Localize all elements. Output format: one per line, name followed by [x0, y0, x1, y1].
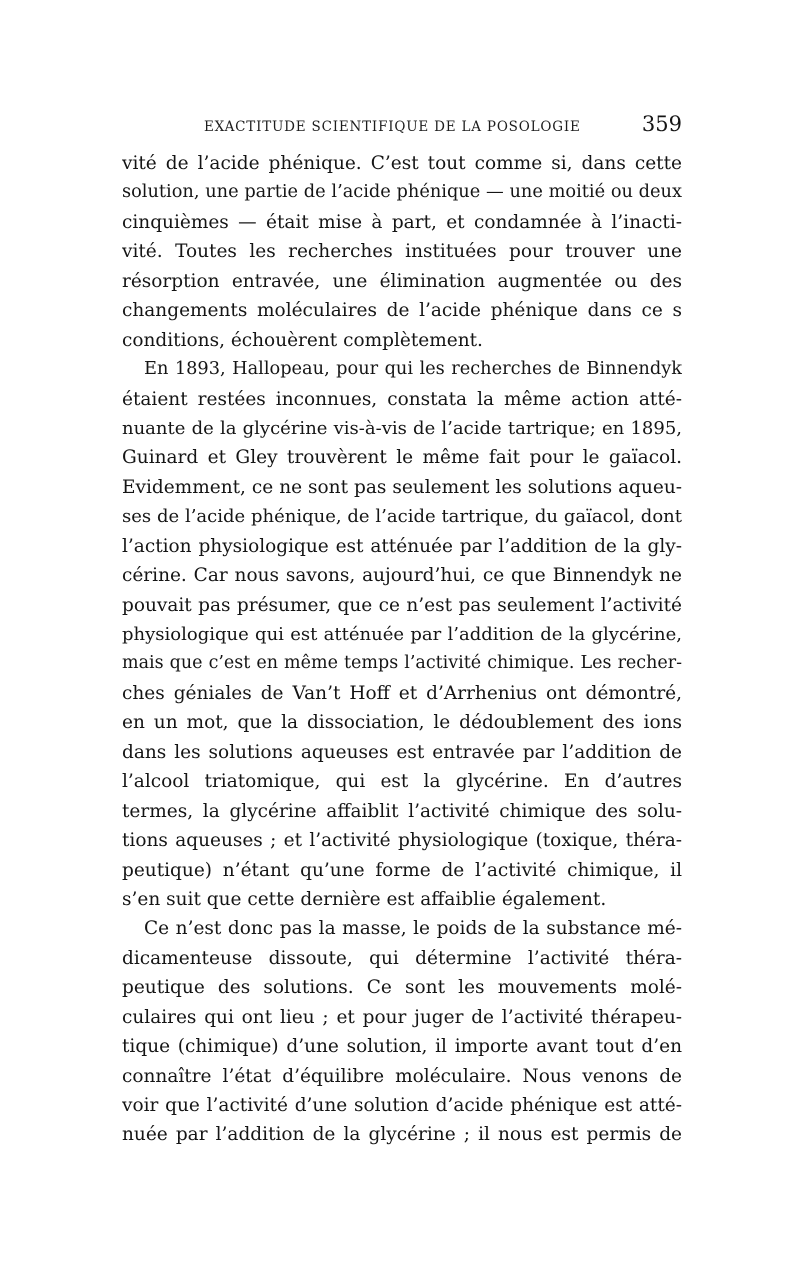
text-line: tions aqueuses ; et l’activité physiologique (toxique, théra- — [122, 830, 682, 852]
text-line: solution, une partie de l’acide phénique — une moitié ou deux — [122, 182, 682, 203]
text-line: pouvait pas présumer, que ce n’est pas seulement l’activité — [122, 594, 682, 616]
text-line: changements moléculaires de l’acide phénique dans ce s — [122, 300, 682, 322]
text-line: ches géniales de Van’t Hoff et d’Arrhenius ont démontré, — [122, 682, 682, 704]
text-line: peutique des solutions. Ce sont les mouvements molé- — [122, 977, 682, 999]
text-line: vité de l’acide phénique. C’est tout comme si, dans cette — [122, 153, 682, 174]
text-line: Evidemment, ce ne sont pas seulement les solutions aqueu- — [122, 476, 682, 498]
text-line: conditions, échouèrent complètement. — [122, 329, 483, 351]
text-line: vité. Toutes les recherches instituées pour trouver une — [122, 241, 682, 263]
text-line: résorption entravée, une élimination augmentée ou des — [122, 270, 682, 292]
text-line: voir que l’activité d’une solution d’acide phénique est atté- — [122, 1095, 682, 1116]
text-line: termes, la glycérine affaiblit l’activité chimique des solu- — [122, 800, 682, 822]
text-line: dans les solutions aqueuses est entravée par l’addition de — [122, 741, 682, 763]
page-number: 359 — [641, 112, 682, 136]
text-line: cinquièmes — était mise à part, et condamnée à l’inacti- — [122, 211, 682, 233]
text-line: mais que c’est en même temps l’activité chimique. Les recher- — [122, 653, 682, 674]
text-line: nuée par l’addition de la glycérine ; il nous est permis de — [122, 1124, 682, 1146]
body-text — [122, 149, 682, 1150]
text-line: l’alcool triatomique, qui est la glycérine. En d’autres — [122, 771, 682, 793]
text-line: en un mot, que la dissociation, le dédoublement des ions — [122, 712, 682, 734]
text-line: peutique) n’étant qu’une forme de l’activité chimique, il — [122, 859, 682, 881]
text-line: étaient restées inconnues, constata la même action atté- — [122, 388, 682, 410]
text-line: Ce n’est donc pas la masse, le poids de la substance mé- — [144, 918, 682, 940]
text-line: s’en suit que cette dernière est affaiblie également. — [122, 888, 607, 910]
text-line: ses de l’acide phénique, de l’acide tartrique, du gaïacol, dont — [122, 506, 682, 528]
text-line: connaître l’état d’équilibre moléculaire. Nous venons de — [122, 1065, 682, 1087]
text-line: l’action physiologique est atténuée par l’addition de la gly- — [122, 535, 682, 557]
text-line: nuante de la glycérine vis-à-vis de l’acide tartrique; en 1895, — [122, 417, 682, 439]
text-line: Guinard et Gley trouvèrent le même fait pour le gaïacol. — [122, 447, 682, 469]
page-header — [122, 112, 682, 140]
text-line: culaires qui ont lieu ; et pour juger de l’activité thérapeu- — [122, 1006, 682, 1028]
running-title: EXACTITUDE SCIENTIFIQUE DE LA POSOLOGIE — [204, 119, 581, 135]
text-line: En 1893, Hallopeau, pour qui les recherches de Binnendyk — [144, 359, 682, 380]
text-line: dicamenteuse dissoute, qui détermine l’activité théra- — [122, 947, 682, 969]
text-line: cérine. Car nous savons, aujourd’hui, ce que Binnendyk ne — [122, 565, 682, 587]
text-line: physiologique qui est atténuée par l’addition de la glycérine, — [122, 624, 682, 645]
text-line: tique (chimique) d’une solution, il importe avant tout d’en — [122, 1036, 682, 1058]
